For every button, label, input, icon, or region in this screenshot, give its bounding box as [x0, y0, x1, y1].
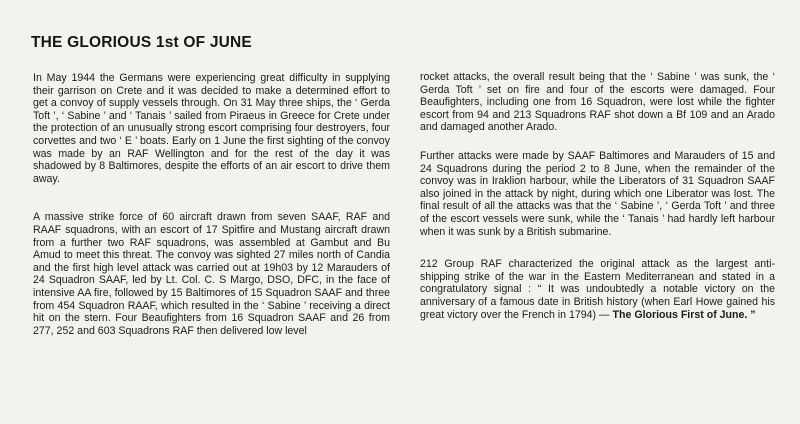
paragraph-congratulatory-signal	[420, 258, 775, 321]
signal-text: 212 Group RAF characterized the original attack as the largest anti-shipping strike of the war in the Eastern Mediterranean and stated in a congratulatory signal : “ It was undoubtedly a notable victory on the anniversary of a famous date in British history (when Earl Howe gained his great victory over the French in 1794) —	[420, 258, 775, 321]
right-column	[420, 71, 775, 321]
paragraph-strike-force: A massive strike force of 60 aircraft drawn from seven SAAF, RAF and RAAF squadrons, with an escort of 17 Spitfire and Mustang aircraft drawn from a further two RAF squadrons, was assembled at Gambut and Bu Amud to meet this threat. The convoy was sighted 27 miles north of Candia and the first high level attack was carried out at 19h03 by 12 Marauders of 24 Squadron SAAF, led by Lt. Col. C. S Margo, DSO, DFC, in the face of intensive AA fire, followed by 15 Baltimores of 15 Squadron SAAF and three from 454 Squadron RAAF, which resulted in the ‘ Sabine ’ receiving a direct hit on the stern. Four Beaufighters from 16 Squadron SAAF and 26 from 277, 252 and 603 Squadrons RAF then delivered low level	[33, 211, 390, 337]
paragraph-rocket-attacks: rocket attacks, the overall result being that the ‘ Sabine ’ was sunk, the ‘ Gerda Toft ’ set on fire and four of the escorts were damaged. Four Beaufighters, including one from 16 Squadron, were lost while the fighter escort from 94 and 213 Squadrons RAF shot down a Bf 109 and an Arado and damaged another Arado.	[420, 71, 775, 134]
paragraph-further-attacks: Further attacks were made by SAAF Baltimores and Marauders of 15 and 24 Squadrons during the period 2 to 8 June, when the remainder of the convoy was in Iraklion harbour, while the Liberators of 31 Squadron SAAF also joined in the attack by night, during which one Liberator was lost. The final result of all the attacks was that the ‘ Sabine ’, ‘ Gerda Toft ’ and three of the escort vessels were sunk, while the ‘ Tanais ’ had hardly left harbour when it was sunk by a British submarine.	[420, 149, 775, 238]
paragraph-convoy-intro: In May 1944 the Germans were experiencing great difficulty in supplying their garrison on Crete and it was decided to make a determined effort to get a convoy of supply vessels through. On 31 May three ships, the ‘ Gerda Toft ’, ‘ Sabine ’ and ‘ Tanais ’ sailed from Piraeus in Greece for Crete under the protection of an unusually strong escort comprising four destroyers, four corvettes and two ‘ E ’ boats. Early on 1 June the first sighting of the convoy was made by an RAF Wellington and for the rest of the day it was shadowed by 8 Baltimores, despite the efforts of an air escort to drive them away.	[33, 72, 390, 185]
page-title: THE GLORIOUS 1st OF JUNE	[31, 34, 252, 51]
signal-bold-text: The Glorious First of June. ”	[612, 308, 756, 321]
left-column	[33, 72, 390, 337]
